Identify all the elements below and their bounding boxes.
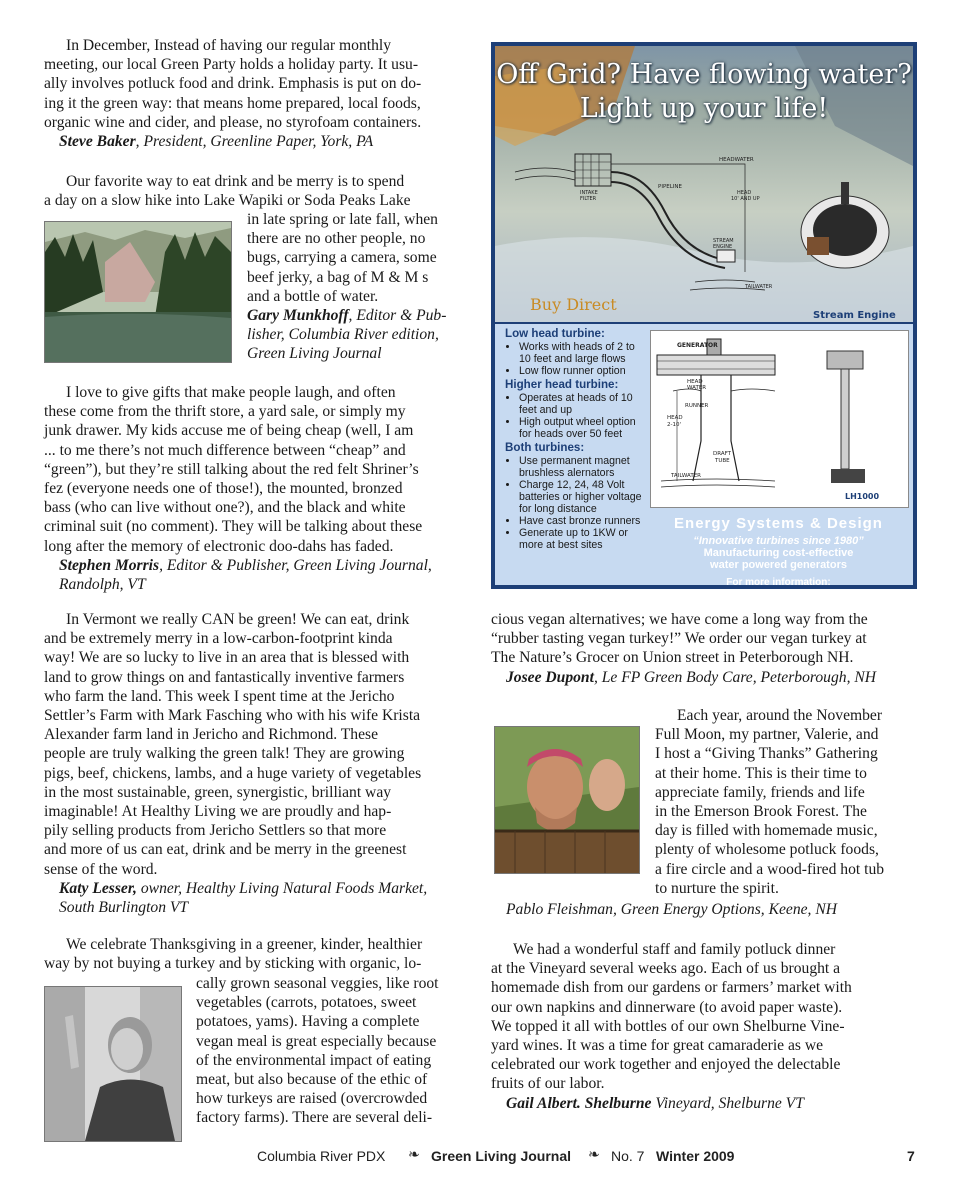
diagram-label-engine: ENGINE xyxy=(713,244,733,250)
article-steve-baker xyxy=(44,36,468,151)
more-info-label: For more information: xyxy=(726,577,831,588)
signature: Steve Baker, President, Greenline Paper, York, PA xyxy=(59,133,374,151)
ad-headline: Off Grid? Have flowing water? Light up your life! xyxy=(496,59,912,124)
turbine-label-runner: RUNNER xyxy=(685,403,709,409)
signature: Josee Dupont, Le FP Green Body Care, Peterborough, NH xyxy=(506,668,877,686)
lh1000-product-icon xyxy=(827,351,865,483)
lake-forest-photo xyxy=(44,221,232,363)
woman-portrait-illustration xyxy=(45,987,181,1141)
diagram-label-filter: FILTER xyxy=(580,196,597,202)
article-stephen-morris xyxy=(44,383,468,594)
article-text: In December, Instead of having our regular monthly meeting, our local Green Party holds a holiday party. It usu- ally involves potluck food and drink. Emphasis is put on do- ing it the green way: that means home prepared, local foods, organic wine and cider, and please, no styrofoam containers. xyxy=(44,37,422,131)
article-gary-wrap xyxy=(247,210,469,364)
footer-ornament-icon: ❧ xyxy=(408,1146,420,1162)
footer-ornament-icon: ❧ xyxy=(588,1146,600,1162)
article-josee-dupont xyxy=(44,935,468,973)
both-turbines-list: • Use permanent magnet brushless alernators • Charge 12, 24, 48 Volt batteries or higher voltage for long distance • Have cast bronze runners • Generate up to 1KW or more at best sites xyxy=(505,455,643,551)
low-head-list: • Works with heads of 2 to 10 feet and large flows • Low flow runner option xyxy=(505,341,643,377)
turbine-label-draft: DRAFT xyxy=(713,451,732,457)
company-tagline: “Innovative turbines since 1980” xyxy=(693,535,864,547)
lake-forest-illustration xyxy=(45,222,231,362)
signature: Gary Munkhoff, Editor & Pub- lisher, Columbia River edition, Green Living Journal xyxy=(247,307,447,363)
company-sub-1: Manufacturing cost-effective xyxy=(703,547,854,559)
ad-specs-panel xyxy=(495,324,913,588)
page-number: 7 xyxy=(907,1148,915,1164)
turbine-label-water: WATER xyxy=(687,385,707,391)
article-text: We celebrate Thanksgiving in a greener, kinder, healthier way by not buying a turkey and by sticking with organic, lo- xyxy=(44,936,423,973)
diagram-label-head: HEAD xyxy=(737,190,752,196)
footer-issue: No. 7 xyxy=(611,1148,645,1164)
turbine-label-tailwater: TAILWATER xyxy=(671,473,702,479)
turbine-label-tube: TUBE xyxy=(715,458,730,464)
hot-tub-illustration xyxy=(495,727,639,873)
stream-engine-diagram xyxy=(495,142,913,322)
article-text: Our favorite way to eat drink and be merry is to spend a day on a slow hike into Lake Wapiki or Soda Peaks Lake xyxy=(44,173,411,210)
footer-season: Winter 2009 xyxy=(656,1148,735,1164)
article-pablo-fleishman xyxy=(655,706,917,898)
footer-journal: Green Living Journal xyxy=(431,1148,572,1164)
hot-tub-photo xyxy=(494,726,640,874)
turbine-label-head-range-value: 2-10' xyxy=(667,422,681,428)
article-text: I love to give gifts that make people laugh, and often these come from the thrift store, a yard sale, or simply my junk drawer. My kids accuse me of being cheap (well, I am ... to me there’s not much difference between “cheap” and “green”), but they’re still talking about the red felt Shriner’s fez (everyone needs one of those!), the mounted, bronzed bass (who can live without one?), and the black and white criminal suit (no comment). They will be talking about these long after the memory of electronic doo-dahs has faded. xyxy=(44,384,423,555)
microhydro-advertisement xyxy=(491,42,917,589)
ad-company-block xyxy=(650,512,907,589)
signature: Katy Lesser, owner, Healthy Living Natural Foods Market, South Burlington VT xyxy=(59,879,428,917)
article-text: cious vegan alternatives; we have come a long way from the “rubber tasting vegan turkey!” We order our vegan turkey at The Nature’s Grocer on Union street in Peterborough NH. xyxy=(491,611,868,667)
diagram-label-stream: STREAM xyxy=(713,238,734,244)
woman-portrait-photo xyxy=(44,986,182,1142)
signature: Pablo Fleishman, Green Energy Options, Keene, NH xyxy=(506,901,838,918)
turbine-label-head: HEAD xyxy=(687,379,703,385)
higher-head-list: • Operates at heads of 10 feet and up • High output wheel option for heads over 50 feet xyxy=(505,392,643,440)
turbine-label-head-range: HEAD xyxy=(667,415,683,421)
page-footer xyxy=(0,1146,960,1168)
pablo-signature-block xyxy=(491,900,917,919)
higher-head-title: Higher head turbine: xyxy=(505,378,619,391)
article-gail-albert xyxy=(491,940,917,1113)
diagram-label-head-range: 10' AND UP xyxy=(731,196,760,202)
article-josee-continued xyxy=(491,610,917,687)
company-sub-2: water powered generators xyxy=(710,559,847,571)
footer-edition: Columbia River PDX xyxy=(257,1148,386,1164)
signature: Gail Albert. Shelburne Vineyard, Shelburne VT xyxy=(506,1094,804,1112)
article-text: Each year, around the November Full Moon, my partner, Valerie, and I host a “Giving Thanks” Gathering at their home. This is their time to appreciate family, friends and life in the Emerson Brook Forest. The day is filled with homemade music, plenty of wholesome potluck foods, a fire circle and a wood-fired hot tub to nurture the spirit. xyxy=(655,707,885,897)
stream-engine-label: Stream Engine xyxy=(813,310,896,321)
article-gary-munkhoff xyxy=(44,172,468,210)
diagram-label-pipeline: PIPELINE xyxy=(658,184,683,190)
model-label: LH1000 xyxy=(845,492,880,501)
article-text: In Vermont we really CAN be green! We can eat, drink and be extremely merry in a low-carbon-footprint kinda way! We are so lucky to live in an area that is blessed with land to grow things on and fantastically inventive farmers who farm the land. This week I spent time at the Jericho Settler’s Farm with Mark Fasching who with his wife Krista Alexander farm land in Jericho and Richmond. These people are truly walking the green talk! They are growing pigs, beef, chickens, lambs, and a huge variety of vegetables in the most sustainable, green, synergistic, brilliant way imaginable! At Healthy Living we are proudly and hap- pily selling products from Jericho Settlers so that more and more of us can eat, drink and be merry in the greenest sense of the word. xyxy=(44,611,422,878)
diagram-label-tailwater: TAILWATER xyxy=(745,284,773,290)
turbine-label-generator: GENERATOR xyxy=(677,342,718,349)
diagram-label-intake: INTAKE xyxy=(580,190,598,196)
ad-turbine-specs xyxy=(505,326,643,551)
low-head-turbine-diagram xyxy=(650,330,909,508)
article-text: in late spring or late fall, when there are no other people, no bugs, carrying a camera, some beef jerky, a bag of M & M s and a bottle of water. xyxy=(247,211,438,305)
article-text: We had a wonderful staff and family potluck dinner at the Vineyard several weeks ago. Each of us brought a homemade dish from our gardens or farmers’ market with our own napkins and dinnerware (to avoid paper waste). We topped it all with bottles of our own Shelburne Vine- yard wines. It was a time for great camaraderie as we celebrated our work together and enjoyed the delectable fruits of our labor. xyxy=(491,941,852,1093)
diagram-label-headwater: HEADWATER xyxy=(719,157,754,163)
turbine-diagram-illustration xyxy=(651,331,908,507)
ad-photo-banner xyxy=(495,46,913,322)
buy-direct-label: Buy Direct xyxy=(530,295,617,314)
both-turbines-title: Both turbines: xyxy=(505,441,585,454)
signature: Stephen Morris, Editor & Publisher, Green Living Journal, Randolph, VT xyxy=(59,556,432,594)
article-katy-lesser xyxy=(44,610,468,917)
article-josee-wrap xyxy=(196,974,468,1128)
low-head-title: Low head turbine: xyxy=(505,327,605,340)
stream-engine-product-icon xyxy=(801,182,889,268)
article-text: cally grown seasonal veggies, like root vegetables (carrots, potatoes, sweet potatoes, yams). Having a complete vegan meal is great especially because of the environmental impact of eating meat, but also because of the ethic of how turkeys are raised (overcrowded factory farms). There are several deli- xyxy=(196,975,439,1127)
company-name: Energy Systems & Design xyxy=(674,515,883,532)
